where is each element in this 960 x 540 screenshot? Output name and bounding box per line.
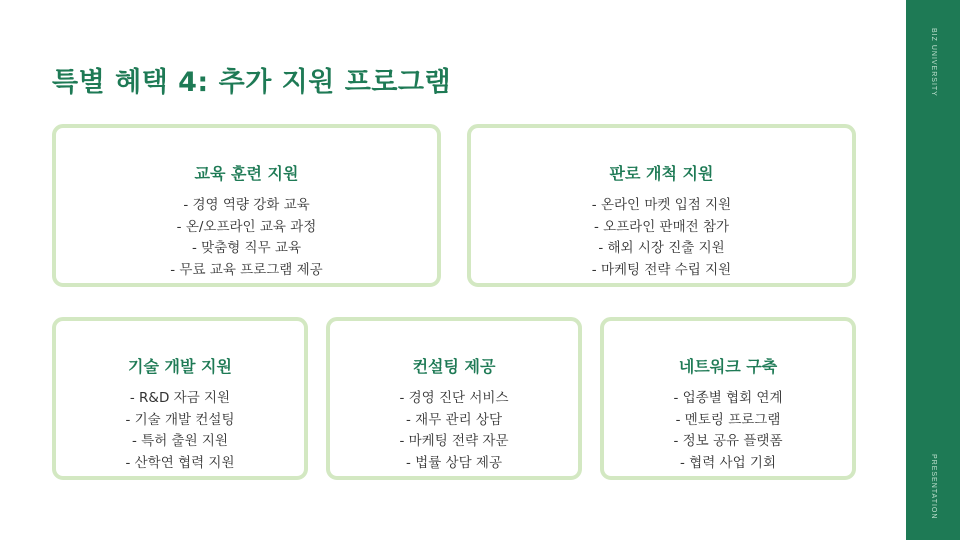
- list-item: - 온/오프라인 교육 과정: [176, 218, 317, 235]
- card-title: 기술 개발 지원: [128, 357, 232, 376]
- card-networking: [600, 317, 856, 480]
- list-item: - 업종별 협회 연계: [673, 390, 783, 406]
- list-item: - 멘토링 프로그램: [675, 411, 781, 428]
- list-item: - 정보 공유 플랫폼: [673, 433, 783, 449]
- list-item: - 재무 관리 상담: [406, 411, 502, 428]
- card-title: 네트워크 구축: [678, 357, 778, 376]
- card-item-list: [471, 195, 852, 281]
- list-item: - 해외 시장 진출 지원: [598, 240, 725, 256]
- card-consulting: [326, 317, 582, 480]
- list-item: - 산학연 협력 지원: [125, 454, 235, 471]
- list-item: - 협력 사업 기회: [680, 454, 776, 471]
- side-bar: [906, 0, 960, 540]
- card-education-support: [52, 124, 441, 287]
- card-title: 컨설팅 제공: [412, 357, 496, 376]
- slide-title: 특별 혜택 4: 추가 지원 프로그램: [52, 67, 452, 98]
- list-item: - 마케팅 전략 자문: [399, 433, 509, 449]
- list-item: - 오프라인 판매전 참가: [593, 218, 730, 235]
- list-item: - 경영 역량 강화 교육: [183, 197, 310, 213]
- card-market-support: [467, 124, 856, 287]
- list-item: - 특허 출원 지원: [132, 433, 228, 449]
- card-title: 교육 훈련 지원: [194, 164, 299, 183]
- list-item: - 무료 교육 프로그램 제공: [170, 261, 323, 278]
- card-title: 판로 개척 지원: [609, 164, 714, 183]
- card-item-list: [56, 388, 304, 474]
- card-item-list: [56, 195, 437, 281]
- sidebar-top-text: BIZ UNIVERSITY: [930, 28, 937, 97]
- list-item: - 맞춤형 직무 교육: [191, 240, 302, 256]
- list-item: - R&D 자금 지원: [129, 390, 231, 406]
- list-item: - 경영 진단 서비스: [399, 390, 509, 406]
- list-item: - 온라인 마켓 입점 지원: [591, 197, 732, 213]
- card-item-list: [330, 388, 578, 474]
- list-item: - 기술 개발 컨설팅: [125, 411, 235, 428]
- list-item: - 마케팅 전략 수립 지원: [591, 261, 732, 278]
- sidebar-bottom-text: PRESENTATION: [930, 454, 937, 520]
- card-tech-development: [52, 317, 308, 480]
- list-item: - 법률 상담 제공: [406, 454, 502, 471]
- card-item-list: [604, 388, 852, 474]
